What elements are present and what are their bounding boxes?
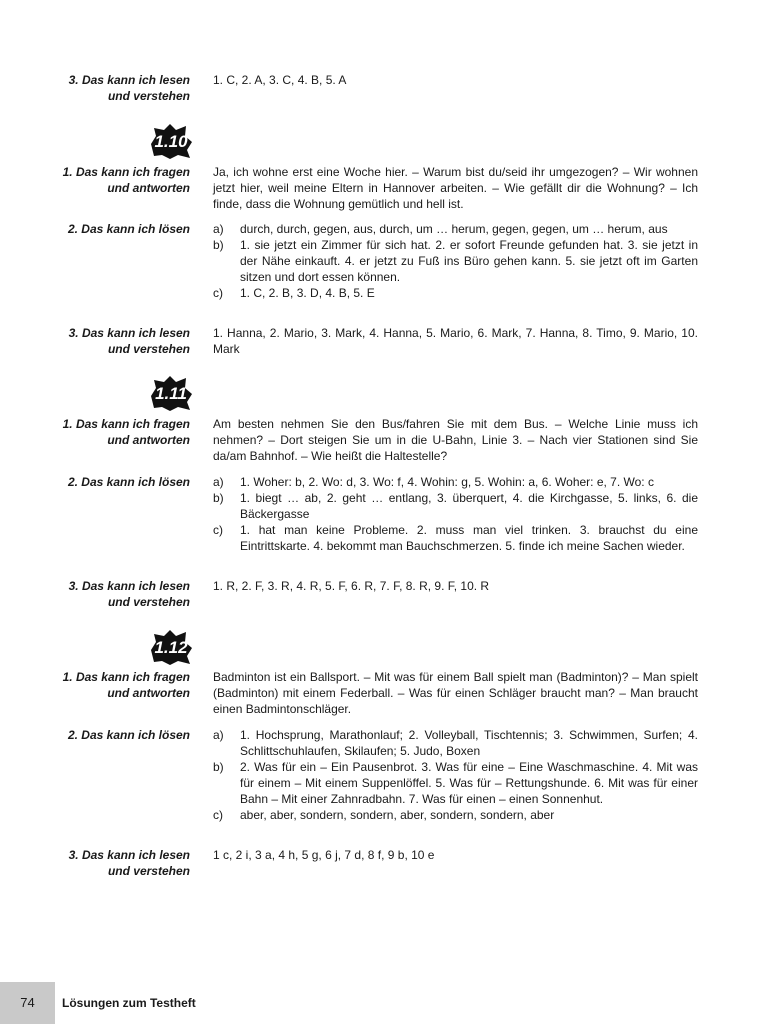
label-line: 3. Das kann ich lesen — [68, 579, 190, 593]
exercise-label — [20, 72, 190, 104]
list-item — [213, 522, 698, 554]
item-text: 2. Was für ein – Ein Pausenbrot. 3. Was für eine – Eine Waschmaschine. 4. Mit was für einem – Mit einem Suppenlöffel. 5. Was für – Rettungshunde. 6. Mit was für einer Bahn – Mit einer Zahnradbahn. 7. Was für einen – einen Sonnenhut. — [240, 760, 698, 806]
item-marker: b) — [213, 760, 224, 774]
label-line: und antworten — [107, 686, 190, 700]
item-marker: b) — [213, 238, 224, 252]
exercise-label — [20, 325, 190, 357]
item-marker: c) — [213, 808, 223, 822]
label-line: 3. Das kann ich lesen — [68, 73, 190, 87]
label-line: und verstehen — [107, 864, 190, 878]
answer-paragraph: Badminton ist ein Ballsport. – Mit was für einem Ball spielt man (Badminton)? – Man spielt (Badminton) mit einem Federball. – Was für einen Schläger braucht man? – Man braucht einen Badmintonschläger. — [213, 670, 698, 716]
list-item — [213, 221, 698, 237]
exercise-label — [20, 164, 190, 196]
footer-title: Lösungen zum Testheft — [62, 996, 196, 1010]
unit-number: 1.11 — [155, 384, 187, 403]
item-text: 1. Woher: b, 2. Wo: d, 3. Wo: f, 4. Wohin: g, 5. Wohin: a, 6. Woher: e, 7. Wo: c — [240, 475, 654, 489]
item-text: 1. biegt … ab, 2. geht … entlang, 3. überquert, 4. die Kirchgasse, 5. links, 6. die Bäckergasse — [240, 491, 698, 521]
unit-badge-icon — [148, 628, 194, 666]
answer-text — [213, 325, 698, 357]
answer-list — [213, 474, 698, 554]
exercise-label — [20, 416, 190, 448]
unit-number: 1.12 — [154, 638, 188, 657]
answer-text — [213, 578, 698, 594]
label-line: 2. Das kann ich lösen — [67, 475, 190, 489]
exercise-label — [20, 474, 190, 490]
list-item — [213, 490, 698, 522]
answer-text — [213, 164, 698, 212]
label-line: 1. Das kann ich fragen — [62, 670, 190, 684]
answer-paragraph: 1. C, 2. A, 3. C, 4. B, 5. A — [213, 73, 347, 87]
answer-text — [213, 669, 698, 717]
unit-number: 1.10 — [154, 132, 188, 151]
label-line: 1. Das kann ich fragen — [62, 165, 190, 179]
item-text: 1. hat man keine Probleme. 2. muss man viel trinken. 3. brauchst du eine Eintrittskarte. 4. bekommt man Bauchschmerzen. 5. finde ich meine Sachen wieder. — [240, 523, 698, 553]
exercise-label — [20, 727, 190, 743]
unit-badge-icon — [148, 122, 194, 160]
answer-list — [213, 727, 698, 823]
page-number: 74 — [0, 982, 55, 1024]
item-marker: b) — [213, 491, 224, 505]
list-item — [213, 727, 698, 759]
label-line: und antworten — [107, 433, 190, 447]
answer-text — [213, 847, 698, 863]
answer-paragraph: Ja, ich wohne erst eine Woche hier. – Warum bist du/seid ihr umgezogen? – Wir wohnen jetzt hier, weil meine Eltern in Hannover arbeiten. – Wie gefällt dir die Wohnung? – Ich finde, dass die Wohnung gemütlich und hell ist. — [213, 165, 698, 211]
label-line: und verstehen — [107, 342, 190, 356]
label-line: 3. Das kann ich lesen — [68, 326, 190, 340]
list-item — [213, 807, 698, 823]
label-line: und verstehen — [107, 595, 190, 609]
answer-paragraph: 1 c, 2 i, 3 a, 4 h, 5 g, 6 j, 7 d, 8 f, 9 b, 10 e — [213, 848, 435, 862]
label-line: und antworten — [107, 181, 190, 195]
label-line: 2. Das kann ich lösen — [67, 222, 190, 236]
exercise-label — [20, 669, 190, 701]
answer-paragraph: 1. R, 2. F, 3. R, 4. R, 5. F, 6. R, 7. F, 8. R, 9. F, 10. R — [213, 579, 490, 593]
list-item — [213, 237, 698, 285]
item-marker: c) — [213, 523, 223, 537]
item-text: 1. sie jetzt ein Zimmer für sich hat. 2. er sofort Freunde gefunden hat. 3. sie jetzt in der Nähe einkauft. 4. er jetzt zu Fuß ins Büro gehen kann. 5. sie jetzt oft im Garten sitzen und dort essen können. — [240, 238, 698, 284]
answer-paragraph: 1. Hanna, 2. Mario, 3. Mark, 4. Hanna, 5. Mario, 6. Mark, 7. Hanna, 8. Timo, 9. Mario, 10. Mark — [213, 326, 698, 356]
list-item — [213, 759, 698, 807]
unit-badge-icon — [148, 374, 194, 412]
label-line: und verstehen — [107, 89, 190, 103]
label-line: 2. Das kann ich lösen — [67, 728, 190, 742]
exercise-label — [20, 221, 190, 237]
item-text: 1. Hochsprung, Marathonlauf; 2. Volleyball, Tischtennis; 3. Schwimmen, Surfen; 4. Schlittschuhlaufen, Skilaufen; 5. Judo, Boxen — [240, 728, 698, 758]
item-marker: a) — [213, 222, 224, 236]
exercise-label — [20, 578, 190, 610]
answer-text — [213, 72, 698, 88]
item-marker: a) — [213, 475, 224, 489]
answer-list — [213, 221, 698, 301]
item-marker: c) — [213, 286, 223, 300]
answer-text — [213, 416, 698, 464]
answer-paragraph: Am besten nehmen Sie den Bus/fahren Sie mit dem Bus. – Welche Linie muss ich nehmen? – Dort steigen Sie um in die U-Bahn, Linie 3. – Nach vier Stationen sind Sie da/am Bahnhof. – Wie heißt die Haltestelle? — [213, 417, 698, 463]
list-item — [213, 285, 698, 301]
exercise-label — [20, 847, 190, 879]
label-line: 3. Das kann ich lesen — [68, 848, 190, 862]
label-line: 1. Das kann ich fragen — [62, 417, 190, 431]
list-item — [213, 474, 698, 490]
item-text: aber, aber, sondern, sondern, aber, sondern, sondern, aber — [240, 808, 555, 822]
item-marker: a) — [213, 728, 224, 742]
item-text: durch, durch, gegen, aus, durch, um … herum, gegen, gegen, um … herum, aus — [240, 222, 668, 236]
item-text: 1. C, 2. B, 3. D, 4. B, 5. E — [240, 286, 375, 300]
